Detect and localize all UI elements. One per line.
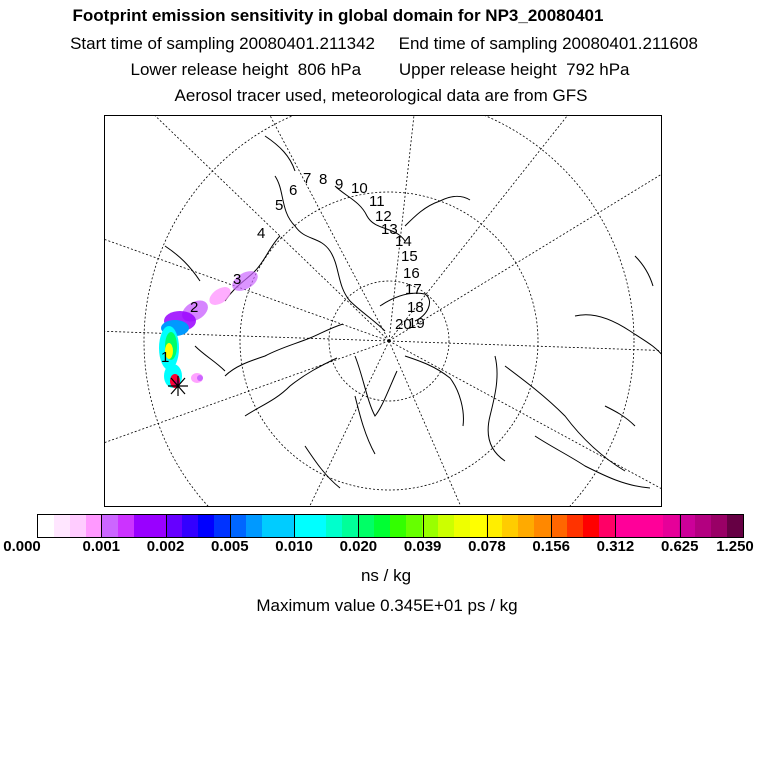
colorbar-cell <box>326 515 342 537</box>
sampling-time-line: Start time of sampling 20080401.211342 End time of sampling 20080401.211608 <box>70 34 698 53</box>
colorbar-cell <box>711 515 727 537</box>
colorbar-cell <box>38 515 54 537</box>
track-label: 16 <box>403 265 420 282</box>
colorbar-cell <box>278 515 294 537</box>
colorbar-tick <box>358 515 359 537</box>
colorbar-tick <box>551 515 552 537</box>
colorbar-cell <box>727 515 743 537</box>
colorbar-cell <box>246 515 262 537</box>
chart-title: Footprint emission sensitivity in global domain for NP3_20080401 <box>72 6 604 25</box>
colorbar-cell <box>406 515 422 537</box>
colorbar-cell <box>198 515 214 537</box>
colorbar-cell <box>551 515 567 537</box>
colorbar-tick <box>615 515 616 537</box>
release-height-line: Lower release height 806 hPa Upper release height 792 hPa <box>130 60 630 79</box>
colorbar-cell <box>230 515 246 537</box>
colorbar-tick <box>487 515 488 537</box>
colorbar-cell <box>534 515 550 537</box>
colorbar-cell <box>647 515 663 537</box>
track-label: 5 <box>275 197 284 214</box>
colorbar-cell <box>599 515 615 537</box>
colorbar-tick <box>166 515 167 537</box>
colorbar-cell <box>70 515 86 537</box>
track-label: 8 <box>319 171 328 188</box>
colorbar-tick-label: 0.078 <box>468 538 506 555</box>
colorbar-cell <box>358 515 374 537</box>
colorbar-tick-label: 0.020 <box>339 538 378 555</box>
track-label: 17 <box>405 281 422 298</box>
colorbar-tick-label: 0.001 <box>82 538 121 555</box>
track-label: 2 <box>190 299 199 316</box>
track-label: 11 <box>369 193 385 210</box>
colorbar-tick-label: 0.312 <box>596 538 635 555</box>
colorbar-cell <box>150 515 166 537</box>
colorbar-tick-label: 0.000 <box>3 538 41 555</box>
colorbar-cell <box>390 515 406 537</box>
colorbar-cell <box>663 515 679 537</box>
colorbar-cell <box>102 515 118 537</box>
track-label: 15 <box>401 248 418 265</box>
colorbar-cell <box>374 515 390 537</box>
map-canvas <box>105 116 662 507</box>
colorbar-tick <box>230 515 231 537</box>
units-label: ns / kg <box>360 566 412 585</box>
colorbar-cell <box>567 515 583 537</box>
colorbar-tick <box>680 515 681 537</box>
colorbar-cell <box>54 515 70 537</box>
colorbar-cell <box>118 515 134 537</box>
colorbar-tick-label: 0.010 <box>275 538 313 555</box>
colorbar-cell <box>134 515 150 537</box>
max-value-label: Maximum value 0.345E+01 ps / kg <box>256 596 518 615</box>
colorbar-cell <box>518 515 534 537</box>
colorbar-tick-label: 0.002 <box>146 538 185 555</box>
polar-map <box>104 115 662 507</box>
track-label: 14 <box>395 233 412 250</box>
track-label: 9 <box>335 176 344 193</box>
colorbar-cell <box>583 515 599 537</box>
track-label: 4 <box>257 225 266 242</box>
colorbar-tick-labels <box>0 538 768 558</box>
colorbar-cell <box>342 515 358 537</box>
track-label: 20 <box>395 316 412 333</box>
track-label: 3 <box>233 271 242 288</box>
colorbar-cell <box>310 515 326 537</box>
colorbar-cell <box>470 515 486 537</box>
colorbar-cell <box>294 515 310 537</box>
colorbar-cell <box>438 515 454 537</box>
colorbar-cell <box>182 515 198 537</box>
colorbar-cell <box>615 515 631 537</box>
colorbar-tick-label: 0.156 <box>532 538 570 555</box>
colorbar-cell <box>695 515 711 537</box>
colorbar-cell <box>679 515 695 537</box>
colorbar-tick-label: 1.250 <box>716 538 754 555</box>
colorbar-cell <box>86 515 102 537</box>
track-labels <box>161 170 425 366</box>
track-label: 6 <box>289 182 298 199</box>
colorbar-cell <box>486 515 502 537</box>
track-label: 18 <box>407 299 424 316</box>
track-label: 7 <box>303 170 312 187</box>
tracer-info-line: Aerosol tracer used, meteorological data are from GFS <box>174 86 588 105</box>
colorbar-cell <box>502 515 518 537</box>
colorbar-cell <box>166 515 182 537</box>
emission-plume <box>159 267 261 388</box>
colorbar-cell <box>262 515 278 537</box>
track-label: 13 <box>381 221 398 238</box>
colorbar-cell <box>422 515 438 537</box>
track-label: 12 <box>375 208 392 225</box>
colorbar-cell <box>631 515 647 537</box>
track-label: 19 <box>408 315 425 332</box>
track-label: 1 <box>161 349 170 366</box>
colorbar-tick-label: 0.039 <box>403 538 442 555</box>
track-label: 10 <box>351 180 368 197</box>
colorbar-tick <box>294 515 295 537</box>
colorbar <box>37 514 744 538</box>
colorbar-tick-label: 0.625 <box>660 538 699 555</box>
colorbar-tick-label: 0.005 <box>211 538 249 555</box>
colorbar-cell <box>214 515 230 537</box>
colorbar-tick <box>423 515 424 537</box>
colorbar-cell <box>454 515 470 537</box>
colorbar-tick <box>101 515 102 537</box>
